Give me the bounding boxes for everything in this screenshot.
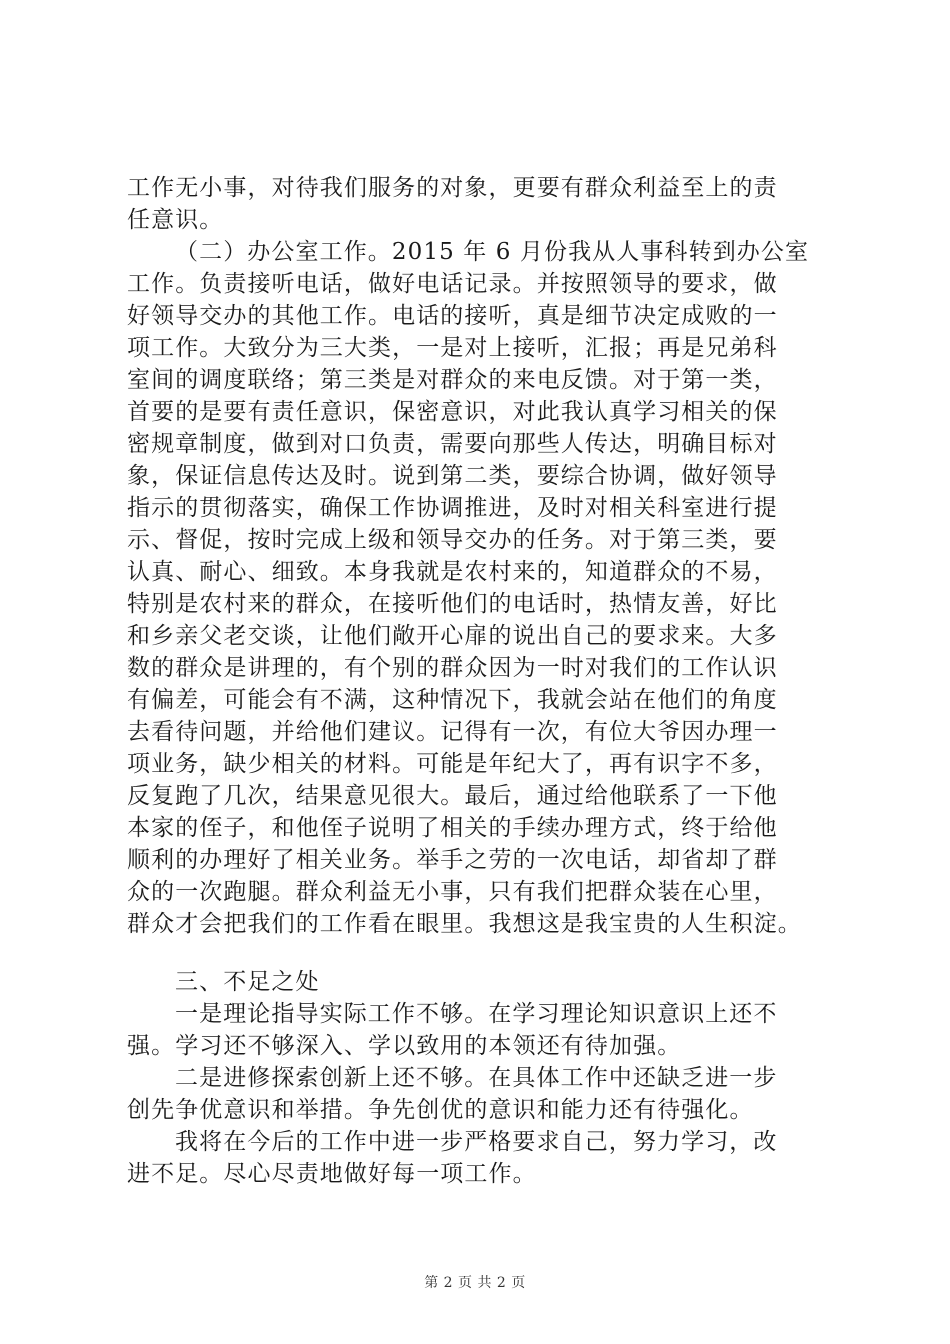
document-body bbox=[127, 172, 847, 1190]
section-heading: 三、不足之处 bbox=[175, 969, 320, 995]
paragraph-line: （二）办公室工作。2015 年 6 月份我从人事科转到办公室 bbox=[175, 239, 810, 265]
paragraph-line: 二是进修探索创新上还不够。在具体工作中还缺乏进一步 bbox=[175, 1065, 778, 1091]
paragraph-line: 项业务，缺少相关的材料。可能是年纪大了，再有识字不多， bbox=[127, 751, 778, 777]
paragraph-line: 首要的是要有责任意识，保密意识，对此我认真学习相关的保 bbox=[127, 399, 778, 425]
section-gap bbox=[127, 940, 847, 966]
page-footer: 第 2 页 共 2 页 bbox=[424, 1275, 526, 1291]
paragraph-line: 指示的贯彻落实，确保工作协调推进，及时对相关科室进行提 bbox=[127, 495, 778, 521]
paragraph-line: 象，保证信息传达及时。说到第二类，要综合协调，做好领导 bbox=[127, 463, 778, 489]
paragraph-line: 密规章制度，做到对口负责，需要向那些人传达，明确目标对 bbox=[127, 431, 778, 457]
paragraph-line: 反复跑了几次，结果意见很大。最后，通过给他联系了一下他 bbox=[127, 783, 778, 809]
paragraph-line: 我将在今后的工作中进一步严格要求自己，努力学习，改 bbox=[175, 1129, 778, 1155]
paragraph-line: 好领导交办的其他工作。电话的接听，真是细节决定成败的一 bbox=[127, 303, 778, 329]
paragraph-line: 认真、耐心、细致。本身我就是农村来的，知道群众的不易， bbox=[127, 559, 778, 585]
paragraph-line: 工作无小事，对待我们服务的对象，更要有群众利益至上的责 bbox=[127, 175, 778, 201]
paragraph-line: 顺利的办理好了相关业务。举手之劳的一次电话，却省却了群 bbox=[127, 847, 778, 873]
paragraph-line: 众的一次跑腿。群众利益无小事，只有我们把群众装在心里， bbox=[127, 879, 778, 905]
paragraph-line: 和乡亲父老交谈，让他们敞开心扉的说出自己的要求来。大多 bbox=[127, 623, 778, 649]
paragraph-line: 群众才会把我们的工作看在眼里。我想这是我宝贵的人生积淀。 bbox=[127, 911, 802, 937]
paragraph-line: 项工作。大致分为三大类，一是对上接听，汇报；再是兄弟科 bbox=[127, 335, 778, 361]
paragraph-line: 工作。负责接听电话，做好电话记录。并按照领导的要求，做 bbox=[127, 271, 778, 297]
paragraph-line: 室间的调度联络；第三类是对群众的来电反馈。对于第一类， bbox=[127, 367, 778, 393]
paragraph-line: 本家的侄子，和他侄子说明了相关的手续办理方式，终于给他 bbox=[127, 815, 778, 841]
paragraph-line: 有偏差，可能会有不满，这种情况下，我就会站在他们的角度 bbox=[127, 687, 778, 713]
paragraph-line: 数的群众是讲理的，有个别的群众因为一时对我们的工作认识 bbox=[127, 655, 778, 681]
paragraph-line: 强。学习还不够深入、学以致用的本领还有待加强。 bbox=[127, 1033, 682, 1059]
paragraph-line: 进不足。尽心尽责地做好每一项工作。 bbox=[127, 1161, 537, 1187]
paragraph-line: 示、督促，按时完成上级和领导交办的任务。对于第三类，要 bbox=[127, 527, 778, 553]
paragraph-line: 去看待问题，并给他们建议。记得有一次，有位大爷因办理一 bbox=[127, 719, 778, 745]
paragraph-line: 任意识。 bbox=[127, 207, 224, 233]
paragraph-line: 创先争优意识和举措。争先创优的意识和能力还有待强化。 bbox=[127, 1097, 754, 1123]
paragraph-line: 一是理论指导实际工作不够。在学习理论知识意识上还不 bbox=[175, 1001, 778, 1027]
paragraph-line: 特别是农村来的群众，在接听他们的电话时，热情友善，好比 bbox=[127, 591, 778, 617]
